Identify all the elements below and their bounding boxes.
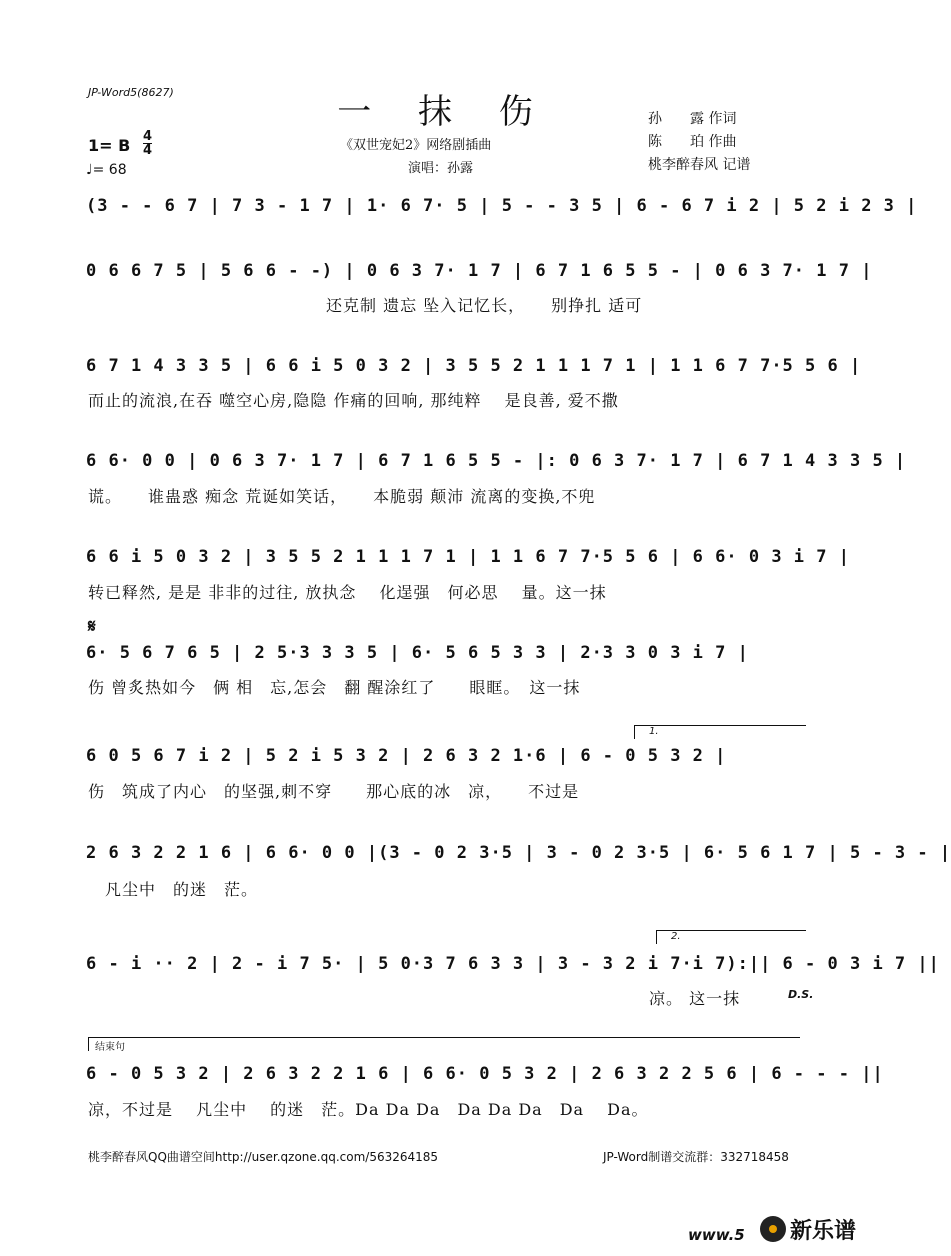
lyric-line-2: 还克制 遗忘 坠入记忆长， 别挣扎 适可 <box>88 296 643 315</box>
lyric-line-8: 凡尘中 的迷 茫。 <box>88 880 259 899</box>
composer-credit: 陈 珀 作曲 <box>648 134 737 150</box>
staff-line-8: 2 6 3 2 2 1 6 | 6 6· 0 0 |(3 - 0 2 3·5 | 3 - 0 2 3·5 | 6· 5 6 1 7 | 5 - 3 - | <box>86 843 951 863</box>
lyric-line-10: 凉，不过是 凡尘中 的迷 茫。Da Da Da Da Da Da Da Da。 <box>88 1100 649 1119</box>
staff-line-3: 6 7 1 4 3 3 5 | 6 6 i 5 0 3 2 | 3 5 5 2 1 1 1 7 1 | 1 1 6 7 7·5 5 6 | <box>86 356 862 376</box>
first-ending-bracket: 1. <box>634 725 806 739</box>
footer-left-text: 桃李醉春风QQ曲谱空间http://user.qzone.qq.com/563264185 <box>88 1150 439 1164</box>
song-subtitle: 《双世宠妃2》网络剧插曲 <box>340 138 492 153</box>
lyricist-credit: 孙 露 作词 <box>648 111 737 127</box>
key-signature: 1= B <box>88 136 131 155</box>
lyric-line-9: 凉。 这一抹 <box>88 989 741 1008</box>
vinyl-logo-icon <box>760 1216 786 1242</box>
lyric-line-6: 伤 曾炙热如今 俩 相 忘,怎会 翻 醒涂红了 眼眶。 这一抹 <box>88 678 581 697</box>
staff-line-4: 6 6· 0 0 | 0 6 3 7· 1 7 | 6 7 1 6 5 5 - |: 0 6 3 7· 1 7 | 6 7 1 4 3 3 5 | <box>86 451 907 471</box>
segno-sign: 𝄋 <box>88 616 96 637</box>
watermark-brand: 新乐谱 <box>790 1219 857 1244</box>
lyric-line-4: 谎。 谁蛊惑 痴念 荒诞如笑话， 本脆弱 颠沛 流离的变换,不兜 <box>88 487 596 506</box>
staff-line-6: 6· 5 6 7 6 5 | 2 5·3 3 3 5 | 6· 5 6 5 3 3 | 2·3 3 0 3 i 7 | <box>86 643 749 663</box>
second-ending-bracket: 2. <box>656 930 806 944</box>
watermark-url: www.5 <box>688 1226 745 1244</box>
staff-line-1: (3 - - 6 7 | 7 3 - 1 7 | 1· 6 7· 5 | 5 - - 3 5 | 6 - 6 7 i 2 | 5 2 i 2 3 | <box>86 196 918 216</box>
transcriber-credit: 桃李醉春风 记谱 <box>648 157 751 173</box>
tempo-marking: ♩= 68 <box>86 162 127 178</box>
credits-block <box>648 108 750 177</box>
lyric-line-5: 转已释然, 是是 非非的过往, 放执念 化逞强 何必思 量。这一抹 <box>88 583 607 602</box>
dal-segno-marking: D.S. <box>788 988 814 1001</box>
ending-section-label: 结束句 <box>88 1037 800 1051</box>
time-signature <box>143 130 152 157</box>
staff-line-10: 6 - 0 5 3 2 | 2 6 3 2 2 1 6 | 6 6· 0 5 3 2 | 2 6 3 2 2 5 6 | 6 - - - || <box>86 1064 884 1084</box>
staff-line-2: 0 6 6 7 5 | 5 6 6 - -) | 0 6 3 7· 1 7 | 6 7 1 6 5 5 - | 0 6 3 7· 1 7 | <box>86 261 873 281</box>
footer-right-text: JP-Word制谱交流群：332718458 <box>603 1150 789 1164</box>
time-sig-bottom: 4 <box>143 143 153 158</box>
staff-line-9: 6 - i ·· 2 | 2 - i 7 5· | 5 0·3 7 6 3 3 | 3 - 3 2 i 7·i 7):|| 6 - 0 3 i 7 || <box>86 954 940 974</box>
staff-line-5: 6 6 i 5 0 3 2 | 3 5 5 2 1 1 1 7 1 | 1 1 6 7 7·5 5 6 | 6 6· 0 3 i 7 | <box>86 547 850 567</box>
song-title: 一 抹 伤 <box>337 92 551 132</box>
time-sig-top: 4 <box>143 129 153 144</box>
singer-credit: 演唱：孙露 <box>408 161 474 176</box>
software-tag: JP-Word5(8627) <box>88 86 174 99</box>
lyric-line-7: 伤 筑成了内心 的坚强,刺不穿 那心底的冰 凉， 不过是 <box>88 782 580 801</box>
lyric-line-3: 而止的流浪,在吞 噬空心房,隐隐 作痛的回响, 那纯粹 是良善, 爱不撒 <box>88 391 619 410</box>
staff-line-7: 6 0 5 6 7 i 2 | 5 2 i 5 3 2 | 2 6 3 2 1·6 | 6 - 0 5 3 2 | <box>86 746 727 766</box>
